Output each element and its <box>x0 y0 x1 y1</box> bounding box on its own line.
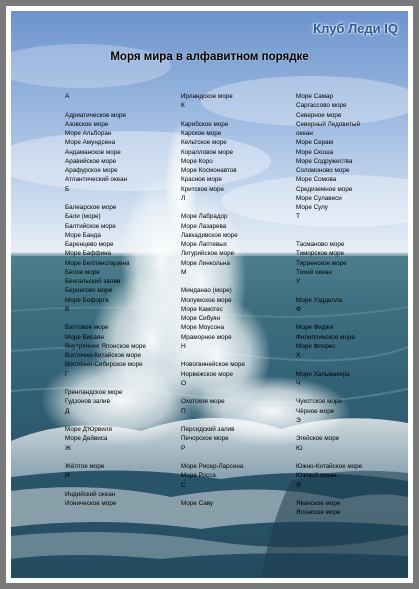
sea-name: Море Сулавеси <box>296 194 342 202</box>
sea-name: Индийский океан <box>65 490 116 498</box>
sea-name: Гудзонов залив <box>65 398 110 406</box>
sea-name: Печорское море <box>181 435 229 443</box>
sea-name: Море Беллинсгаузена <box>65 259 130 267</box>
sea-name: Арафурское море <box>65 167 118 174</box>
sea-name: Северный Ледовитый <box>296 120 361 128</box>
alphabet-letter-heading: Д <box>65 407 70 415</box>
blank-line <box>65 101 177 110</box>
blank-line <box>296 314 401 323</box>
alphabet-letter-heading: Я <box>296 481 301 489</box>
sea-name: Андаманское море <box>65 148 121 156</box>
seas-column-3 <box>296 92 401 518</box>
sea-name: Бенгальский залив <box>65 278 121 285</box>
sea-name: Море Банда <box>65 231 101 239</box>
sea-name: Море Космонавтов <box>181 167 237 174</box>
document-title: Моря мира в алфавитном порядке <box>110 51 309 63</box>
sea-name: Море Бофорта <box>65 296 109 304</box>
sea-name: Море Сомова <box>296 176 337 184</box>
sea-name: Лаккадивское море <box>181 231 238 239</box>
sea-name: Море Фиджи <box>296 324 334 332</box>
sea-name: Море Серам <box>296 139 333 147</box>
sea-name: Критское море <box>181 185 225 193</box>
sea-name: Море Линкольна <box>181 259 230 267</box>
alphabet-letter-heading: У <box>296 278 301 285</box>
sea-name: Море Скоша <box>296 148 334 156</box>
sea-poster <box>11 11 408 578</box>
blank-line <box>65 314 177 323</box>
alphabet-letter-heading: О <box>181 379 187 387</box>
sea-name: Море Коро <box>181 157 213 165</box>
sea-name: Море Содружества <box>296 157 353 165</box>
sea-name: Гренландское море <box>65 389 123 396</box>
sea-name: Ионическое море <box>65 500 117 507</box>
sea-name: Ирландское море <box>181 93 233 100</box>
alphabet-letter-heading: К <box>181 102 185 110</box>
blank-line <box>296 490 401 499</box>
sea-name: Восточно-Сибирское море <box>65 361 143 369</box>
sea-name: Море Рисер-Ларсена <box>181 463 244 470</box>
blank-line <box>181 490 293 499</box>
sea-name: Жёлтое море <box>65 463 105 470</box>
sea-name: Мраморное море <box>181 333 232 341</box>
sea-name: Тиморское море <box>296 250 344 258</box>
sea-name: Море Сулу <box>296 204 328 211</box>
sea-name: Внутреннее Японское море <box>65 342 146 350</box>
alphabet-letter-heading: Э <box>296 416 301 424</box>
sea-name: Южно-Китайское море <box>296 463 363 470</box>
blank-line <box>296 360 401 369</box>
alphabet-letter-heading: Ж <box>65 444 72 452</box>
sea-name: Карибское море <box>181 120 229 128</box>
sea-name: Охотское море <box>181 398 225 406</box>
alphabet-letter-heading: Р <box>181 444 186 452</box>
alphabet-letter-heading: Н <box>181 342 186 350</box>
sea-name: Море Камотес <box>181 305 223 313</box>
sea-name: Персидский залив <box>181 426 235 433</box>
alphabet-letter-heading: Л <box>181 194 186 202</box>
seas-column-1 <box>65 92 177 508</box>
alphabet-letter-heading: Т <box>296 213 301 221</box>
sea-name: Море Лаптевых <box>181 241 227 248</box>
sea-name: Саргассово море <box>296 102 347 110</box>
sea-name: Средиземное море <box>296 185 353 193</box>
sea-name: Эгейское море <box>296 435 340 443</box>
alphabet-letter-heading: И <box>65 472 70 480</box>
alphabet-letter-heading: П <box>181 407 186 415</box>
sea-name: Карское море <box>181 130 222 137</box>
sea-name: Море Флорес <box>296 342 336 350</box>
blank-line <box>65 481 177 490</box>
alphabet-letter-heading: Ч <box>296 379 301 387</box>
sea-name: Лигурийское море <box>181 250 235 258</box>
sea-name: Тирренское море <box>296 259 347 267</box>
blank-line <box>296 425 401 434</box>
alphabet-letter-heading: Ф <box>296 305 302 313</box>
blank-line <box>181 203 293 212</box>
blank-line <box>296 453 401 462</box>
sea-name: Тихий океан <box>296 268 332 276</box>
blank-line <box>65 416 177 425</box>
blank-line <box>296 388 401 397</box>
sea-name: Аравийское море <box>65 157 117 165</box>
sea-name: Бали (море) <box>65 213 101 221</box>
alphabet-letter-heading: В <box>65 305 70 313</box>
sea-name: Азовское море <box>65 120 109 128</box>
alphabet-letter-heading: Ю <box>296 444 303 452</box>
sea-name: Чукотское море <box>296 398 342 406</box>
sea-name: Атлантический океан <box>65 176 128 184</box>
sea-name: Минданао (море) <box>181 287 232 295</box>
blank-line <box>65 453 177 462</box>
sea-name: Море Висаян <box>65 333 104 341</box>
sea-name: Море Дейвиса <box>65 435 108 443</box>
sea-name: океан <box>296 130 313 137</box>
sea-name: Море Амундсена <box>65 139 116 147</box>
blank-line <box>65 379 177 388</box>
sea-name: Норвежское море <box>181 370 234 378</box>
sea-name: Море Д'Юрвиля <box>65 426 112 433</box>
sea-name: Красное море <box>181 176 222 184</box>
alphabet-letter-heading: Б <box>65 185 70 193</box>
sea-name: Море Сибуян <box>181 315 221 322</box>
sea-name: Ваттовое море <box>65 324 109 332</box>
sea-name: Тасманово море <box>296 241 345 248</box>
blank-line <box>181 453 293 462</box>
sea-name: Море Лазарева <box>181 222 227 230</box>
sea-name: Море Росса <box>181 472 216 480</box>
sea-name: Японское море <box>296 509 341 517</box>
blank-line <box>181 277 293 286</box>
brand-logo: Клуб Леди IQ <box>313 21 398 36</box>
sea-name: Море Хальмахера <box>296 370 350 378</box>
sea-name: Яванское море <box>296 500 341 507</box>
sea-name: Филиппинское море <box>296 333 355 341</box>
sea-name: Адриатическое море <box>65 111 127 119</box>
blank-line <box>296 231 401 240</box>
sea-name: Чёрное море <box>296 407 335 415</box>
sea-name: Балеарское море <box>65 204 117 211</box>
sea-name: Море Альборан <box>65 130 112 137</box>
sea-name: Море Уэдделла <box>296 296 343 304</box>
sea-name: Молуккское море <box>181 296 232 304</box>
sea-name: Белое море <box>65 268 100 276</box>
blank-line <box>181 388 293 397</box>
sea-name: Море Моусона <box>181 324 225 332</box>
sea-name: Соломоново море <box>296 167 350 174</box>
sea-name: Море Баффина <box>65 250 112 258</box>
alphabet-letter-heading: Г <box>65 370 69 378</box>
blank-line <box>65 194 177 203</box>
alphabet-letter-heading: А <box>65 93 70 100</box>
alphabet-letter-heading: С <box>181 481 186 489</box>
sea-name: Восточно-Китайское море <box>65 352 141 359</box>
sea-name: Северное море <box>296 111 342 119</box>
sea-name: Коралловое море <box>181 148 233 156</box>
blank-line <box>296 222 401 231</box>
sea-name: Море Лабрадор <box>181 213 228 221</box>
seas-column-2 <box>181 92 293 508</box>
blank-line <box>296 286 401 295</box>
blank-line <box>181 416 293 425</box>
sea-name: Баренцево море <box>65 241 114 248</box>
sea-name: Море Самар <box>296 93 334 100</box>
alphabet-letter-heading: Х <box>296 352 301 359</box>
sea-name: Балтийское море <box>65 222 116 230</box>
alphabet-letter-heading: М <box>181 268 187 276</box>
sea-name: Кельтское море <box>181 139 227 147</box>
blank-line <box>181 111 293 120</box>
sea-name: Берингово море <box>65 287 113 295</box>
sea-name: Новогвинейское море <box>181 361 246 369</box>
blank-line <box>181 351 293 360</box>
sea-name: Море Саву <box>181 500 214 507</box>
sea-name: Южный океан <box>296 472 337 480</box>
document-page <box>6 6 413 583</box>
